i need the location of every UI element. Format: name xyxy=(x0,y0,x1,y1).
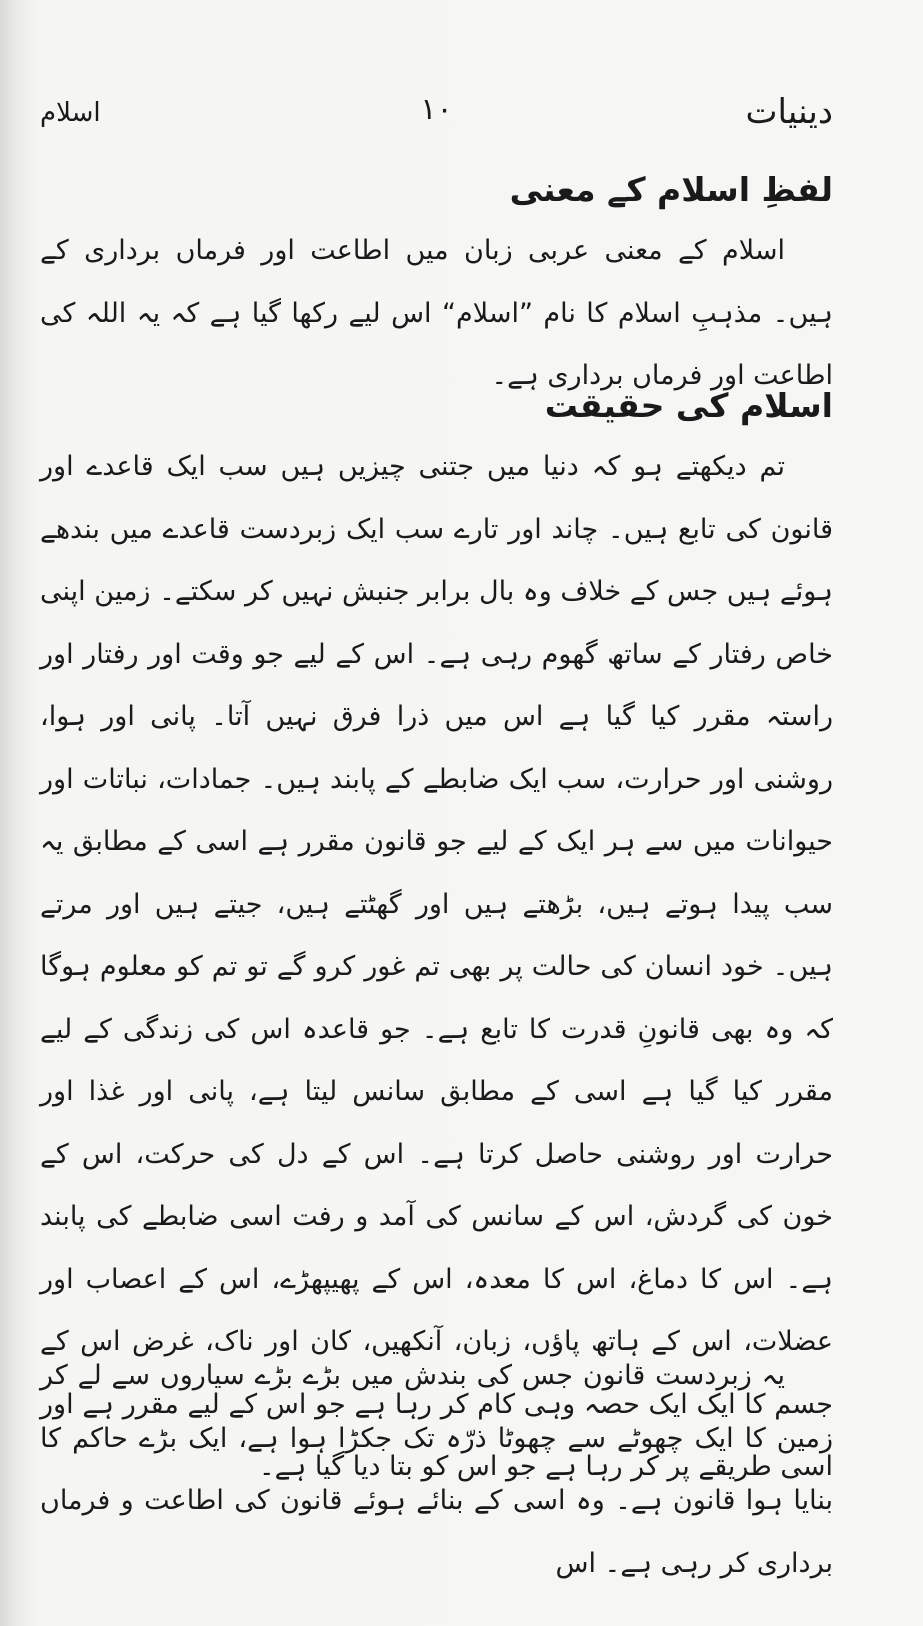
book-title: دینیات xyxy=(745,92,833,132)
paragraph: یہ زبردست قانون جس کی بندش میں بڑے بڑے سیاروں سے لے کر زمین کا ایک چھوٹے سے چھوٹا ذرّہ تک جکڑا ہوا ہے، ایک بڑے حاکم کا بنایا ہوا قانون ہے۔ وہ اسی کے بنائے ہوئے قانون کی اطاعت و فرماں برداری کر رہی ہے۔ اس xyxy=(40,1360,833,1579)
section-reality xyxy=(40,376,833,1499)
paragraph: تم دیکھتے ہو کہ دنیا میں جتنی چیزیں ہیں سب ایک قاعدے اور قانون کی تابع ہیں۔ چاند اور تارے سب ایک زبردست قاعدے میں بندھے ہوئے ہیں جس کے خلاف وہ بال برابر جنبش نہیں کر سکتے۔ زمین اپنی خاص رفتار کے ساتھ گھوم رہی ہے۔ اس کے لیے جو وقت اور رفتار اور راستہ مقرر کیا گیا ہے اس میں ذرا فرق نہیں آتا۔ پانی اور ہوا، روشنی اور حرارت، سب ایک ضابطے کے پابند ہیں۔ جمادات، نباتات اور حیوانات میں سے ہر ایک کے لیے جو قانون مقرر ہے اسی کے مطابق یہ سب پیدا ہوتے ہیں، بڑھتے ہیں اور گھٹتے ہیں، جیتے ہیں اور مرتے ہیں۔ خود انسان کی حالت پر بھی تم غور کرو گے تو تم کو معلوم ہوگا کہ وہ بھی قانونِ قدرت کا تابع ہے۔ جو قاعدہ اس کی زندگی کے لیے مقرر کیا گیا ہے اسی کے مطابق سانس لیتا ہے، پانی اور غذا اور حرارت اور روشنی حاصل کرتا ہے۔ اس کے دل کی حرکت، اس کے خون کی گردش، اس کے سانس کی آمد و رفت اسی ضابطے کی پابند ہے۔ اس کا دماغ، اس کا معدہ، اس کے پھیپھڑے، اس کے اعصاب اور عضلات، اس کے ہاتھ پاؤں، زبان، آنکھیں، کان اور ناک، غرض اس کے جسم کا ایک ایک حصہ وہی کام کر رہا ہے جو اس کے لیے مقرر ہے اور اسی طریقے پر کر رہا ہے جو اس کو بتا دیا گیا ہے۔ xyxy=(40,451,833,1482)
section-heading: اسلام کی حقیقت xyxy=(544,386,833,425)
page-header xyxy=(40,92,833,142)
section-reality-continued xyxy=(40,1345,833,1595)
chapter-title: اسلام xyxy=(40,98,101,128)
section-heading: لفظِ اسلام کے معنی xyxy=(509,170,833,209)
paragraph: اسلام کے معنی عربی زبان میں اطاعت اور فرماں برداری کے ہیں۔ مذہبِ اسلام کا نام ”اسلام“ اس لیے رکھا گیا ہے کہ یہ اللہ کی اطاعت اور فرماں برداری ہے۔ xyxy=(40,235,833,391)
page-number: ۱۰ xyxy=(420,92,453,127)
section-meaning xyxy=(40,160,833,408)
